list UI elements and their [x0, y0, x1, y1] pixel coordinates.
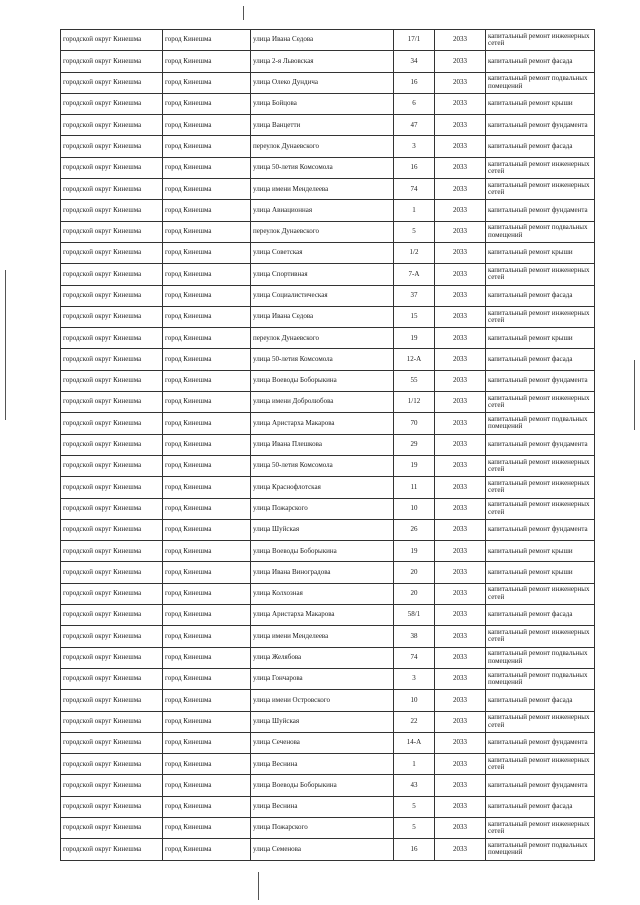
street-cell: улица Краснофлотская	[251, 477, 394, 498]
street-cell: улица имени Менделеева	[251, 179, 394, 200]
street-cell: улица Желябова	[251, 647, 394, 668]
year-cell: 2033	[435, 839, 486, 860]
house-number-cell: 10	[394, 690, 435, 711]
okrug-cell: городской округ Кинешма	[61, 392, 163, 413]
street-cell: улица имени Менделеева	[251, 626, 394, 647]
city-cell: город Кинешма	[163, 30, 251, 51]
city-cell: город Кинешма	[163, 498, 251, 519]
okrug-cell: городской округ Кинешма	[61, 817, 163, 838]
year-cell: 2033	[435, 796, 486, 817]
table-row	[61, 72, 595, 93]
okrug-cell: городской округ Кинешма	[61, 200, 163, 221]
work-type-cell: капитальный ремонт инженерных сетей	[486, 30, 595, 51]
street-cell: улица Веснина	[251, 796, 394, 817]
work-type-cell: капитальный ремонт фундамента	[486, 370, 595, 391]
street-cell: улица Колхозная	[251, 583, 394, 604]
okrug-cell: городской округ Кинешма	[61, 605, 163, 626]
year-cell: 2033	[435, 392, 486, 413]
house-number-cell: 17/1	[394, 30, 435, 51]
city-cell: город Кинешма	[163, 136, 251, 157]
okrug-cell: городской округ Кинешма	[61, 413, 163, 434]
okrug-cell: городской округ Кинешма	[61, 711, 163, 732]
work-type-cell: капитальный ремонт крыши	[486, 93, 595, 114]
okrug-cell: городской округ Кинешма	[61, 775, 163, 796]
year-cell: 2033	[435, 306, 486, 327]
year-cell: 2033	[435, 562, 486, 583]
city-cell: город Кинешма	[163, 157, 251, 178]
house-number-cell: 19	[394, 455, 435, 476]
year-cell: 2033	[435, 264, 486, 285]
year-cell: 2033	[435, 626, 486, 647]
okrug-cell: городской округ Кинешма	[61, 626, 163, 647]
work-type-cell: капитальный ремонт инженерных сетей	[486, 498, 595, 519]
city-cell: город Кинешма	[163, 605, 251, 626]
year-cell: 2033	[435, 285, 486, 306]
scan-mark-bottom	[258, 872, 259, 900]
work-type-cell: капитальный ремонт подвальных помещений	[486, 839, 595, 860]
street-cell: улица имени Островского	[251, 690, 394, 711]
city-cell: город Кинешма	[163, 477, 251, 498]
okrug-cell: городской округ Кинешма	[61, 115, 163, 136]
city-cell: город Кинешма	[163, 775, 251, 796]
year-cell: 2033	[435, 72, 486, 93]
okrug-cell: городской округ Кинешма	[61, 732, 163, 753]
work-type-cell: капитальный ремонт инженерных сетей	[486, 583, 595, 604]
house-number-cell: 43	[394, 775, 435, 796]
city-cell: город Кинешма	[163, 285, 251, 306]
street-cell: переулок Дунаевского	[251, 328, 394, 349]
work-type-cell: капитальный ремонт фундамента	[486, 200, 595, 221]
city-cell: город Кинешма	[163, 392, 251, 413]
table-row	[61, 690, 595, 711]
house-number-cell: 70	[394, 413, 435, 434]
okrug-cell: городской округ Кинешма	[61, 434, 163, 455]
house-number-cell: 19	[394, 328, 435, 349]
year-cell: 2033	[435, 732, 486, 753]
house-number-cell: 1	[394, 200, 435, 221]
table-row	[61, 328, 595, 349]
street-cell: улица Бойцова	[251, 93, 394, 114]
okrug-cell: городской округ Кинешма	[61, 839, 163, 860]
year-cell: 2033	[435, 157, 486, 178]
table-body	[61, 30, 595, 861]
year-cell: 2033	[435, 413, 486, 434]
year-cell: 2033	[435, 455, 486, 476]
street-cell: улица Воеводы Боборыкина	[251, 775, 394, 796]
year-cell: 2033	[435, 242, 486, 263]
okrug-cell: городской округ Кинешма	[61, 796, 163, 817]
street-cell: улица Шуйская	[251, 519, 394, 540]
okrug-cell: городской округ Кинешма	[61, 754, 163, 775]
table-row	[61, 392, 595, 413]
street-cell: переулок Дунаевского	[251, 136, 394, 157]
house-number-cell: 34	[394, 51, 435, 72]
street-cell: улица Ивана Плешкова	[251, 434, 394, 455]
table-row	[61, 519, 595, 540]
street-cell: улица 50-летия Комсомола	[251, 349, 394, 370]
table-row	[61, 30, 595, 51]
work-type-cell: капитальный ремонт фундамента	[486, 115, 595, 136]
year-cell: 2033	[435, 541, 486, 562]
street-cell: улица Аристарха Макарова	[251, 605, 394, 626]
house-number-cell: 20	[394, 583, 435, 604]
year-cell: 2033	[435, 690, 486, 711]
table-row	[61, 413, 595, 434]
street-cell: улица Олеко Дундича	[251, 72, 394, 93]
table-row	[61, 179, 595, 200]
work-type-cell: капитальный ремонт фасада	[486, 349, 595, 370]
house-number-cell: 74	[394, 647, 435, 668]
year-cell: 2033	[435, 200, 486, 221]
okrug-cell: городской округ Кинешма	[61, 477, 163, 498]
house-number-cell: 1	[394, 754, 435, 775]
table-row	[61, 541, 595, 562]
okrug-cell: городской округ Кинешма	[61, 306, 163, 327]
table-row	[61, 242, 595, 263]
table-row	[61, 817, 595, 838]
okrug-cell: городской округ Кинешма	[61, 221, 163, 242]
year-cell: 2033	[435, 136, 486, 157]
year-cell: 2033	[435, 434, 486, 455]
city-cell: город Кинешма	[163, 221, 251, 242]
work-type-cell: капитальный ремонт инженерных сетей	[486, 626, 595, 647]
street-cell: улица Веснина	[251, 754, 394, 775]
okrug-cell: городской округ Кинешма	[61, 690, 163, 711]
work-type-cell: капитальный ремонт фасада	[486, 51, 595, 72]
okrug-cell: городской округ Кинешма	[61, 370, 163, 391]
okrug-cell: городской округ Кинешма	[61, 179, 163, 200]
city-cell: город Кинешма	[163, 626, 251, 647]
house-number-cell: 38	[394, 626, 435, 647]
year-cell: 2033	[435, 711, 486, 732]
house-number-cell: 16	[394, 839, 435, 860]
work-type-cell: капитальный ремонт фундамента	[486, 732, 595, 753]
city-cell: город Кинешма	[163, 711, 251, 732]
work-type-cell: капитальный ремонт крыши	[486, 562, 595, 583]
table-row	[61, 775, 595, 796]
table-row	[61, 93, 595, 114]
house-number-cell: 3	[394, 136, 435, 157]
year-cell: 2033	[435, 370, 486, 391]
table-row	[61, 647, 595, 668]
city-cell: город Кинешма	[163, 179, 251, 200]
table-row	[61, 157, 595, 178]
okrug-cell: городской округ Кинешма	[61, 541, 163, 562]
okrug-cell: городской округ Кинешма	[61, 30, 163, 51]
street-cell: улица Ванцетти	[251, 115, 394, 136]
work-type-cell: капитальный ремонт инженерных сетей	[486, 711, 595, 732]
house-number-cell: 15	[394, 306, 435, 327]
scan-mark-top	[243, 6, 244, 20]
street-cell: улица Гончарова	[251, 668, 394, 689]
okrug-cell: городской округ Кинешма	[61, 93, 163, 114]
house-number-cell: 22	[394, 711, 435, 732]
city-cell: город Кинешма	[163, 732, 251, 753]
house-number-cell: 26	[394, 519, 435, 540]
table-row	[61, 668, 595, 689]
house-number-cell: 3	[394, 668, 435, 689]
work-type-cell: капитальный ремонт подвальных помещений	[486, 413, 595, 434]
work-type-cell: капитальный ремонт инженерных сетей	[486, 392, 595, 413]
okrug-cell: городской округ Кинешма	[61, 455, 163, 476]
street-cell: улица Воеводы Боборыкина	[251, 370, 394, 391]
house-number-cell: 5	[394, 221, 435, 242]
table-row	[61, 732, 595, 753]
table-row	[61, 477, 595, 498]
street-cell: улица Социалистическая	[251, 285, 394, 306]
table-row	[61, 434, 595, 455]
work-type-cell: капитальный ремонт инженерных сетей	[486, 157, 595, 178]
okrug-cell: городской округ Кинешма	[61, 242, 163, 263]
house-number-cell: 16	[394, 72, 435, 93]
work-type-cell: капитальный ремонт крыши	[486, 242, 595, 263]
table-row	[61, 264, 595, 285]
house-number-cell: 10	[394, 498, 435, 519]
street-cell: улица 2-я Львовская	[251, 51, 394, 72]
work-type-cell: капитальный ремонт фасада	[486, 285, 595, 306]
year-cell: 2033	[435, 583, 486, 604]
table-row	[61, 796, 595, 817]
city-cell: город Кинешма	[163, 370, 251, 391]
city-cell: город Кинешма	[163, 754, 251, 775]
city-cell: город Кинешма	[163, 242, 251, 263]
city-cell: город Кинешма	[163, 541, 251, 562]
year-cell: 2033	[435, 349, 486, 370]
okrug-cell: городской округ Кинешма	[61, 285, 163, 306]
city-cell: город Кинешма	[163, 839, 251, 860]
table-row	[61, 285, 595, 306]
table-row	[61, 498, 595, 519]
year-cell: 2033	[435, 93, 486, 114]
work-type-cell: капитальный ремонт подвальных помещений	[486, 647, 595, 668]
street-cell: улица Ивана Седова	[251, 306, 394, 327]
table-row	[61, 51, 595, 72]
work-type-cell: капитальный ремонт фасада	[486, 796, 595, 817]
house-number-cell: 14-А	[394, 732, 435, 753]
table-row	[61, 711, 595, 732]
house-number-cell: 1/12	[394, 392, 435, 413]
year-cell: 2033	[435, 754, 486, 775]
okrug-cell: городской округ Кинешма	[61, 498, 163, 519]
year-cell: 2033	[435, 221, 486, 242]
work-type-cell: капитальный ремонт фундамента	[486, 519, 595, 540]
street-cell: улица Сеченова	[251, 732, 394, 753]
street-cell: улица Воеводы Боборыкина	[251, 541, 394, 562]
year-cell: 2033	[435, 519, 486, 540]
street-cell: улица Семенова	[251, 839, 394, 860]
house-number-cell: 74	[394, 179, 435, 200]
table-row	[61, 583, 595, 604]
okrug-cell: городской округ Кинешма	[61, 583, 163, 604]
city-cell: город Кинешма	[163, 51, 251, 72]
work-type-cell: капитальный ремонт инженерных сетей	[486, 754, 595, 775]
okrug-cell: городской округ Кинешма	[61, 72, 163, 93]
table-row	[61, 754, 595, 775]
street-cell: улица 50-летия Комсомола	[251, 157, 394, 178]
house-number-cell: 6	[394, 93, 435, 114]
year-cell: 2033	[435, 30, 486, 51]
work-type-cell: капитальный ремонт фундамента	[486, 434, 595, 455]
house-number-cell: 5	[394, 817, 435, 838]
house-number-cell: 19	[394, 541, 435, 562]
scan-mark-left	[5, 270, 6, 420]
street-cell: улица Спортивная	[251, 264, 394, 285]
okrug-cell: городской округ Кинешма	[61, 562, 163, 583]
work-type-cell: капитальный ремонт инженерных сетей	[486, 179, 595, 200]
okrug-cell: городской округ Кинешма	[61, 668, 163, 689]
year-cell: 2033	[435, 817, 486, 838]
house-number-cell: 12-А	[394, 349, 435, 370]
okrug-cell: городской округ Кинешма	[61, 264, 163, 285]
city-cell: город Кинешма	[163, 72, 251, 93]
table-row	[61, 605, 595, 626]
street-cell: улица Ивана Виноградова	[251, 562, 394, 583]
house-number-cell: 1/2	[394, 242, 435, 263]
street-cell: улица Аристарха Макарова	[251, 413, 394, 434]
city-cell: город Кинешма	[163, 434, 251, 455]
city-cell: город Кинешма	[163, 519, 251, 540]
work-type-cell: капитальный ремонт инженерных сетей	[486, 817, 595, 838]
okrug-cell: городской округ Кинешма	[61, 647, 163, 668]
house-number-cell: 7-А	[394, 264, 435, 285]
street-cell: улица имени Добролюбова	[251, 392, 394, 413]
table-row	[61, 626, 595, 647]
table-row	[61, 562, 595, 583]
year-cell: 2033	[435, 605, 486, 626]
house-number-cell: 20	[394, 562, 435, 583]
year-cell: 2033	[435, 179, 486, 200]
work-type-cell: капитальный ремонт инженерных сетей	[486, 264, 595, 285]
city-cell: город Кинешма	[163, 200, 251, 221]
house-number-cell: 16	[394, 157, 435, 178]
house-number-cell: 55	[394, 370, 435, 391]
city-cell: город Кинешма	[163, 115, 251, 136]
work-type-cell: капитальный ремонт фасада	[486, 690, 595, 711]
table-row	[61, 200, 595, 221]
city-cell: город Кинешма	[163, 668, 251, 689]
work-type-cell: капитальный ремонт подвальных помещений	[486, 668, 595, 689]
okrug-cell: городской округ Кинешма	[61, 328, 163, 349]
okrug-cell: городской округ Кинешма	[61, 136, 163, 157]
city-cell: город Кинешма	[163, 264, 251, 285]
year-cell: 2033	[435, 115, 486, 136]
city-cell: город Кинешма	[163, 413, 251, 434]
street-cell: улица Шуйская	[251, 711, 394, 732]
city-cell: город Кинешма	[163, 796, 251, 817]
city-cell: город Кинешма	[163, 306, 251, 327]
city-cell: город Кинешма	[163, 562, 251, 583]
year-cell: 2033	[435, 328, 486, 349]
address-register-table	[60, 29, 595, 861]
work-type-cell: капитальный ремонт крыши	[486, 328, 595, 349]
table-row	[61, 370, 595, 391]
city-cell: город Кинешма	[163, 647, 251, 668]
city-cell: город Кинешма	[163, 583, 251, 604]
work-type-cell: капитальный ремонт инженерных сетей	[486, 306, 595, 327]
table-row	[61, 455, 595, 476]
okrug-cell: городской округ Кинешма	[61, 519, 163, 540]
street-cell: улица Авиационная	[251, 200, 394, 221]
table-row	[61, 115, 595, 136]
work-type-cell: капитальный ремонт крыши	[486, 541, 595, 562]
year-cell: 2033	[435, 51, 486, 72]
scan-mark-right	[634, 360, 635, 430]
city-cell: город Кинешма	[163, 817, 251, 838]
table-row	[61, 136, 595, 157]
street-cell: улица Пожарского	[251, 498, 394, 519]
year-cell: 2033	[435, 647, 486, 668]
work-type-cell: капитальный ремонт инженерных сетей	[486, 477, 595, 498]
year-cell: 2033	[435, 668, 486, 689]
table-row	[61, 349, 595, 370]
house-number-cell: 11	[394, 477, 435, 498]
street-cell: улица Пожарского	[251, 817, 394, 838]
work-type-cell: капитальный ремонт фасада	[486, 136, 595, 157]
work-type-cell: капитальный ремонт подвальных помещений	[486, 221, 595, 242]
house-number-cell: 58/1	[394, 605, 435, 626]
year-cell: 2033	[435, 477, 486, 498]
house-number-cell: 29	[394, 434, 435, 455]
work-type-cell: капитальный ремонт подвальных помещений	[486, 72, 595, 93]
street-cell: улица 50-летия Комсомола	[251, 455, 394, 476]
city-cell: город Кинешма	[163, 349, 251, 370]
table-row	[61, 221, 595, 242]
okrug-cell: городской округ Кинешма	[61, 349, 163, 370]
city-cell: город Кинешма	[163, 93, 251, 114]
house-number-cell: 47	[394, 115, 435, 136]
city-cell: город Кинешма	[163, 328, 251, 349]
work-type-cell: капитальный ремонт фасада	[486, 605, 595, 626]
table-row	[61, 839, 595, 860]
house-number-cell: 37	[394, 285, 435, 306]
okrug-cell: городской округ Кинешма	[61, 51, 163, 72]
work-type-cell: капитальный ремонт инженерных сетей	[486, 455, 595, 476]
table-row	[61, 306, 595, 327]
city-cell: город Кинешма	[163, 690, 251, 711]
work-type-cell: капитальный ремонт фундамента	[486, 775, 595, 796]
okrug-cell: городской округ Кинешма	[61, 157, 163, 178]
house-number-cell: 5	[394, 796, 435, 817]
year-cell: 2033	[435, 775, 486, 796]
street-cell: улица Советская	[251, 242, 394, 263]
street-cell: переулок Дунаевского	[251, 221, 394, 242]
street-cell: улица Ивана Седова	[251, 30, 394, 51]
city-cell: город Кинешма	[163, 455, 251, 476]
year-cell: 2033	[435, 498, 486, 519]
